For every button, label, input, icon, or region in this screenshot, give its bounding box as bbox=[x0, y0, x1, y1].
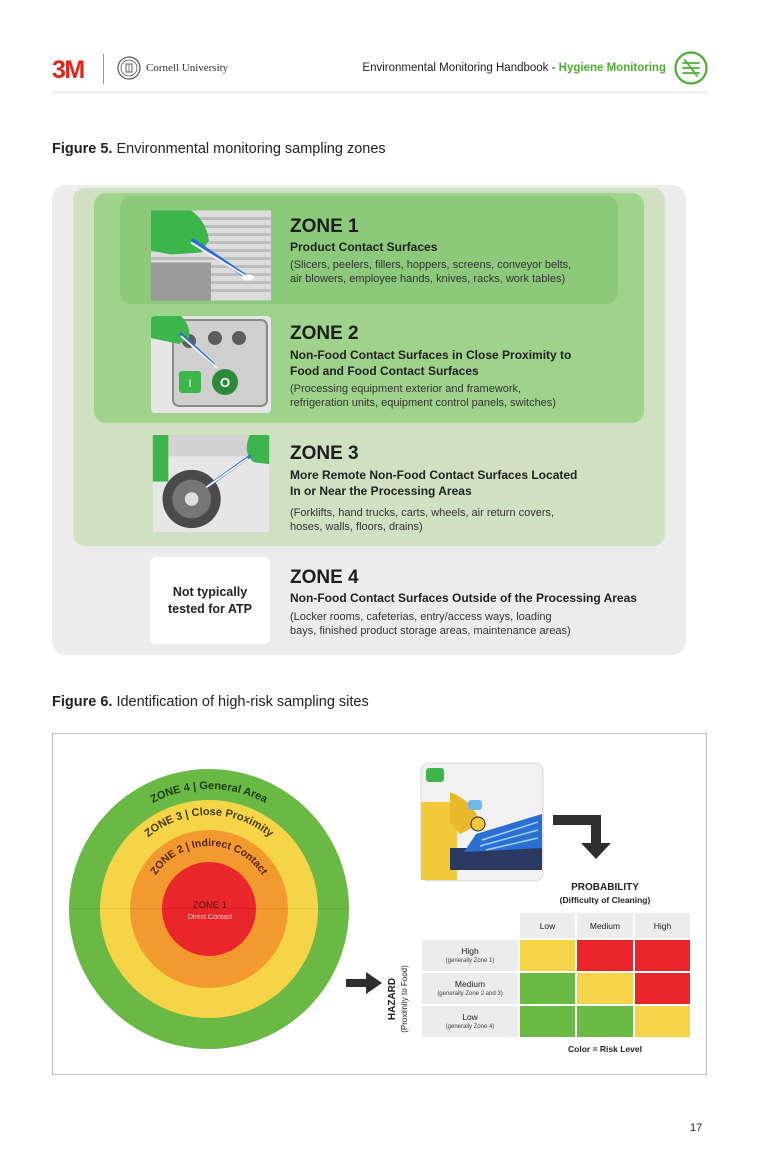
zone2-desc-line1: (Processing equipment exterior and framework, bbox=[290, 383, 522, 395]
zone3-title: ZONE 3 bbox=[290, 443, 359, 464]
probability-subtitle: (Difficulty of Cleaning) bbox=[559, 895, 651, 905]
probability-title: PROBABILITY bbox=[571, 882, 639, 893]
zone1-desc-line1: (Slicers, peelers, fillers, hoppers, screens, conveyor belts, bbox=[290, 259, 572, 271]
zone1-desc-line2: air blowers, employee hands, knives, racks, work tables) bbox=[290, 273, 566, 285]
figure5-title bbox=[52, 141, 386, 157]
zone4-title: ZONE 4 bbox=[290, 567, 359, 588]
svg-text:I: I bbox=[188, 378, 192, 390]
matrix-cell-hazard-high-prob-medium bbox=[577, 940, 633, 971]
matrix-cell-hazard-high-prob-low bbox=[520, 940, 575, 971]
zone4-desc-line1: (Locker rooms, cafeterias, entry/access ways, loading bbox=[290, 611, 552, 623]
figure5-label: Figure 5. bbox=[52, 141, 113, 157]
matrix-row-high-label: High bbox=[461, 945, 479, 956]
figure6-title bbox=[52, 694, 369, 710]
zone3-subtitle-line1: More Remote Non-Food Contact Surfaces Located bbox=[290, 468, 578, 482]
zone3-desc-line2: hoses, walls, floors, drains) bbox=[290, 521, 423, 533]
zone4-subtitle: Non-Food Contact Surfaces Outside of the Processing Areas bbox=[290, 591, 637, 605]
zone1-slicer-swab-illustration bbox=[151, 207, 271, 304]
zone3-desc-line1: (Forklifts, hand trucks, carts, wheels, air return covers, bbox=[290, 507, 555, 519]
hazard-title: HAZARD bbox=[387, 977, 398, 1021]
zone1-title: ZONE 1 bbox=[290, 216, 359, 237]
arrow-down-bent-icon bbox=[553, 815, 611, 859]
svg-text:ZONE 4 | General Area bbox=[149, 780, 270, 806]
zone2-title: ZONE 2 bbox=[290, 323, 359, 344]
figure5-caption: Environmental monitoring sampling zones bbox=[112, 141, 386, 157]
matrix-cell-hazard-low-prob-medium bbox=[577, 1006, 633, 1037]
matrix-row-high-note: (generally Zone 1) bbox=[445, 957, 495, 964]
hygiene-monitoring-icon bbox=[674, 51, 708, 85]
probability-axis-label bbox=[540, 882, 670, 907]
not-tested-line1: Not typically bbox=[172, 584, 248, 599]
figure6-label: Figure 6. bbox=[52, 694, 113, 710]
handbook-highlight: Hygiene Monitoring bbox=[558, 62, 666, 74]
zone1-subtitle: Product Contact Surfaces bbox=[290, 240, 438, 254]
matrix-cell-hazard-medium-prob-medium bbox=[577, 973, 633, 1004]
zone2-subtitle-line1: Non-Food Contact Surfaces in Close Proximity to bbox=[290, 348, 572, 362]
zone2-subtitle-line2: Food and Food Contact Surfaces bbox=[290, 364, 479, 378]
ring-zone1-title: ZONE 1 bbox=[192, 900, 228, 911]
hazard-axis-label bbox=[387, 954, 415, 1044]
matrix-col-low: Low bbox=[520, 913, 575, 938]
worker-cleaning-illustration bbox=[420, 762, 544, 882]
matrix-cell-hazard-low-prob-high bbox=[635, 1006, 690, 1037]
matrix-col-medium: Medium bbox=[577, 913, 633, 938]
figure6-caption: Identification of high-risk sampling sites bbox=[112, 694, 369, 710]
zone2-control-panel-illustration bbox=[151, 316, 271, 413]
matrix-row-medium-note: (generally Zone 2 and 3) bbox=[437, 990, 503, 997]
hazard-subtitle: (Proximity to Food) bbox=[400, 965, 409, 1033]
risk-legend: Color = Risk Level bbox=[568, 1044, 642, 1054]
page-number: 17 bbox=[690, 1122, 703, 1134]
zone4-desc-line2: bays, finished product storage areas, maintenance areas) bbox=[290, 625, 571, 637]
svg-text:ZONE 3 | Close Proximity bbox=[143, 806, 277, 840]
matrix-col-high: High bbox=[635, 913, 690, 938]
svg-text:ZONE 2 | Indirect Contact bbox=[148, 837, 270, 878]
zone2-desc-line2: refrigeration units, equipment control panels, switches) bbox=[290, 397, 556, 409]
risk-matrix bbox=[422, 913, 690, 1037]
matrix-row-high bbox=[422, 940, 518, 971]
zone3-subtitle-line2: In or Near the Processing Areas bbox=[290, 484, 472, 498]
handbook-prefix: Environmental Monitoring Handbook - bbox=[362, 62, 559, 74]
ring-zone1-label bbox=[162, 900, 258, 923]
header-rule bbox=[52, 91, 708, 94]
header-divider bbox=[103, 54, 104, 84]
ring-zone3-label: ZONE 3 | Close Proximity bbox=[142, 805, 276, 840]
matrix-row-medium-label: Medium bbox=[454, 978, 486, 989]
ring-zone2-label: ZONE 2 | Indirect Contact bbox=[148, 836, 270, 878]
not-tested-line2: tested for ATP bbox=[167, 601, 253, 616]
matrix-row-low-note: (generally Zone 4) bbox=[445, 1023, 495, 1030]
svg-text:O: O bbox=[219, 375, 231, 390]
matrix-row-low-label: Low bbox=[462, 1011, 478, 1022]
university-name: Cornell University bbox=[146, 62, 229, 74]
handbook-title bbox=[362, 62, 666, 74]
matrix-cell-hazard-medium-prob-low bbox=[520, 973, 575, 1004]
cornell-seal-icon bbox=[117, 56, 141, 80]
arrow-right-icon bbox=[346, 972, 382, 994]
ring-zone4-label: ZONE 4 | General Area bbox=[148, 779, 270, 806]
matrix-cell-hazard-medium-prob-high bbox=[635, 973, 690, 1004]
matrix-row-low bbox=[422, 1006, 518, 1037]
matrix-cell-hazard-high-prob-high bbox=[635, 940, 690, 971]
matrix-row-medium bbox=[422, 973, 518, 1004]
brand-logo: 3M bbox=[52, 56, 84, 84]
zone3-cart-wheel-illustration bbox=[151, 435, 271, 532]
matrix-cell-hazard-low-prob-low bbox=[520, 1006, 575, 1037]
not-tested-note bbox=[150, 557, 270, 644]
ring-zone1-sub: Direct Contact bbox=[187, 914, 233, 921]
